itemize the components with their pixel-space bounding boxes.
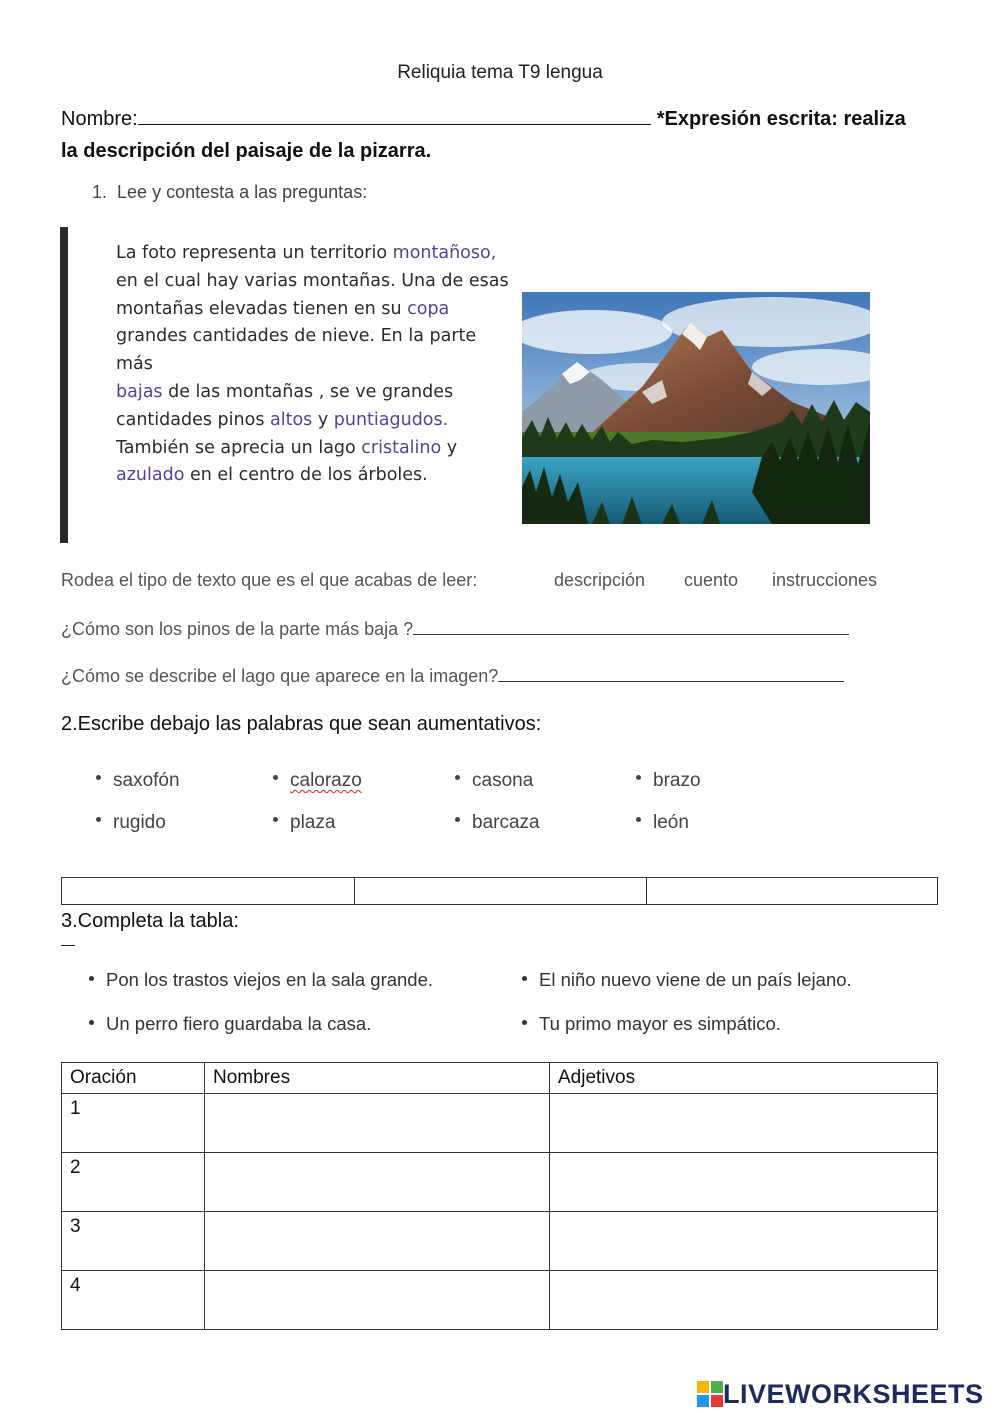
nouns-adjectives-table <box>61 1062 938 1330</box>
bullet-icon <box>273 775 278 780</box>
row-number: 3 <box>62 1212 205 1271</box>
answer-line-lake[interactable] <box>498 665 844 682</box>
sentence-text: El niño nuevo viene de un país lejano. <box>539 969 852 990</box>
table-row <box>62 1212 938 1271</box>
bullet-icon <box>273 817 278 822</box>
option-descripcion[interactable]: descripción <box>554 570 646 590</box>
highlight-word: azulado <box>116 465 185 486</box>
reading-line <box>116 296 516 324</box>
name-label: Nombre: <box>61 108 138 130</box>
section3-title: 3.Completa la tabla: <box>61 910 239 932</box>
highlight-word: puntiagudos. <box>333 409 449 430</box>
word-text: rugido <box>113 812 166 833</box>
word-item[interactable] <box>455 812 540 834</box>
sentence-text: Un perro fiero guardaba la casa. <box>106 1013 372 1034</box>
answer-cell[interactable] <box>62 878 355 905</box>
reading-fragment: en el centro de los árboles. <box>184 465 428 486</box>
adjetivos-cell[interactable] <box>550 1271 938 1330</box>
text-type-question: Rodea el tipo de texto que es el que acabas de leer: <box>61 570 478 590</box>
bullet-icon <box>89 1020 94 1025</box>
nombres-cell[interactable] <box>205 1212 550 1271</box>
nombres-cell[interactable] <box>205 1153 550 1212</box>
reading-line <box>116 240 516 268</box>
header-adjetivos: Adjetivos <box>550 1063 938 1094</box>
reading-line <box>116 407 516 435</box>
question-lake-text: ¿Cómo se describe el lago que aparece en la imagen? <box>61 666 499 686</box>
word-text: barcaza <box>472 812 540 833</box>
logo-text: LIVEWORKSHEETS <box>723 1378 984 1409</box>
adjetivos-cell[interactable] <box>550 1094 938 1153</box>
bullet-icon <box>522 976 527 981</box>
word-text: calorazo <box>290 770 362 791</box>
sentence-item <box>522 1013 781 1035</box>
word-item[interactable] <box>96 770 180 792</box>
row-number: 1 <box>62 1094 205 1153</box>
question-pines <box>61 618 849 640</box>
word-text: plaza <box>290 812 336 833</box>
bullet-icon <box>96 775 101 780</box>
reading-fragment: También se aprecia un lago <box>116 437 362 458</box>
highlight-word: bajas <box>116 381 163 402</box>
answer-cell[interactable] <box>355 878 647 905</box>
reading-fragment: cantidades pinos <box>116 409 270 430</box>
option-cuento[interactable]: cuento <box>684 570 739 590</box>
header-oracion: Oración <box>62 1063 205 1094</box>
answer-cell[interactable] <box>647 878 938 905</box>
instruction-text: Lee y contesta a las preguntas: <box>117 182 368 202</box>
question-pines-text: ¿Cómo son los pinos de la parte más baja ? <box>61 619 414 639</box>
reading-fragment: La foto representa un territorio <box>116 243 393 263</box>
reading-line <box>116 462 516 490</box>
word-item[interactable] <box>273 770 362 792</box>
bullet-icon <box>636 817 641 822</box>
worksheet-title: Reliquia tema T9 lengua <box>397 62 603 83</box>
sentence-item <box>89 1013 371 1035</box>
question-lake <box>61 665 844 687</box>
mountain-lake-photo <box>522 292 870 524</box>
bullet-icon <box>96 817 101 822</box>
reading-line: grandes cantidades de nieve. En la parte más <box>116 326 477 375</box>
writing-task-line1: *Expresión escrita: realiza <box>656 108 906 130</box>
bullet-icon <box>636 775 641 780</box>
writing-task-line2: la descripción del paisaje de la pizarra. <box>61 140 432 162</box>
word-text: león <box>653 812 689 833</box>
nombres-cell[interactable] <box>205 1271 550 1330</box>
header-nombres: Nombres <box>205 1063 550 1094</box>
table-row <box>62 1153 938 1212</box>
nombres-cell[interactable] <box>205 1094 550 1153</box>
section2-title: 2.Escribe debajo las palabras que sean aumentativos: <box>61 713 542 735</box>
highlight-word: montañoso, <box>392 243 497 263</box>
adjetivos-cell[interactable] <box>550 1212 938 1271</box>
bullet-icon <box>455 775 460 780</box>
word-item[interactable] <box>636 770 701 792</box>
sentence-text: Pon los trastos viejos en la sala grande. <box>106 969 434 990</box>
sentence-item <box>522 969 852 991</box>
table-row <box>62 1271 938 1330</box>
dash-mark: — <box>61 936 75 952</box>
row-number: 4 <box>62 1271 205 1330</box>
word-item[interactable] <box>455 770 533 792</box>
option-instrucciones[interactable]: instrucciones <box>772 570 878 590</box>
word-text: casona <box>472 770 534 791</box>
bullet-icon <box>89 976 94 981</box>
highlight-word: altos <box>270 409 313 430</box>
reading-fragment: y <box>441 437 458 458</box>
augmentative-answer-table <box>61 877 938 905</box>
word-item[interactable] <box>96 812 166 834</box>
name-answer-line[interactable] <box>138 106 651 125</box>
row-number: 2 <box>62 1153 205 1212</box>
reading-fragment: y <box>312 409 334 430</box>
highlight-word: cristalino <box>361 437 442 458</box>
table-row <box>62 1094 938 1153</box>
answer-line-pines[interactable] <box>413 618 849 635</box>
name-line <box>61 106 906 131</box>
section1-instruction <box>92 182 367 203</box>
reading-fragment: de las montañas , se ve grandes <box>162 381 454 402</box>
word-item[interactable] <box>636 812 689 834</box>
sentence-text: Tu primo mayor es simpático. <box>539 1013 781 1034</box>
bullet-icon <box>522 1020 527 1025</box>
reading-fragment: montañas elevadas tienen en su <box>116 298 408 319</box>
highlight-word: copa <box>407 298 450 319</box>
adjetivos-cell[interactable] <box>550 1153 938 1212</box>
sentence-item <box>89 969 433 991</box>
reading-line <box>116 435 516 463</box>
word-item[interactable] <box>273 812 335 834</box>
reading-text <box>116 240 516 490</box>
reading-line <box>116 379 516 407</box>
logo-icon <box>697 1381 723 1407</box>
quote-bar <box>60 227 68 543</box>
instruction-number: 1. <box>92 182 108 202</box>
word-text: saxofón <box>113 770 180 791</box>
liveworksheets-logo <box>697 1377 984 1411</box>
word-text: brazo <box>653 770 701 791</box>
bullet-icon <box>455 817 460 822</box>
reading-line: en el cual hay varias montañas. Una de esas <box>116 270 509 291</box>
